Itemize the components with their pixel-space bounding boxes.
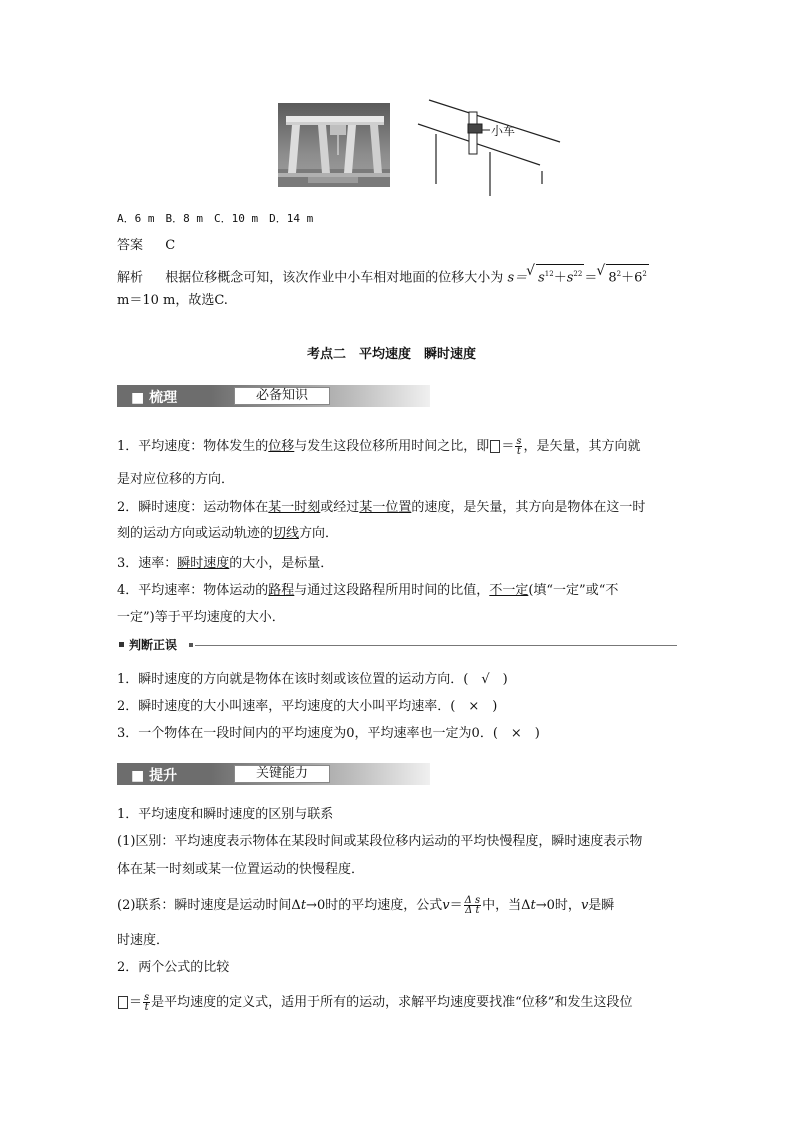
banner-review-box: 必备知识	[234, 387, 330, 405]
crane-photo	[278, 103, 390, 187]
knowledge-3: 3．速率：瞬时速度的大小，是标量．	[117, 556, 334, 571]
knowledge-2a: 2．瞬时速度：运动物体在某一时刻或经过某一位置的速度，是矢量，其方向是物体在这一时	[117, 500, 646, 515]
improve-d1a: (1)区别：平均速度表示物体在某段时间或某段位移内运动的平均快慢程度，瞬时速度表示物	[117, 834, 643, 849]
v-bar-symbol	[118, 996, 128, 1009]
fraction-ds-over-dt: $\frac{\text{Δ s}}{\text{Δ t}}$	[464, 895, 481, 916]
improve-d3: ＝ $\frac{s}{t}$ 是平均速度的定义式，适用于所有的运动，求解平均速度要找准“位移”和发生这段位	[117, 993, 632, 1012]
judge-item-1: 1．瞬时速度的方向就是物体在该时刻或该位置的运动方向．( √ )	[117, 672, 508, 687]
improve-d2a: (2)联系：瞬时速度是运动时间Δt→0时的平均速度，公式v＝ $\frac{\text{Δ s}}{\text{Δ t}}$ 中，当Δt→0时，v是瞬	[117, 895, 615, 916]
judge-rule	[195, 645, 677, 646]
analysis-line-2: m＝10 m，故选C.	[117, 293, 228, 308]
formula-eq: ＝	[584, 270, 598, 286]
improve-d2f: 时速度．	[117, 933, 170, 948]
improve-d1b: 体在某一时刻或某一位置运动的快慢程度．	[117, 862, 365, 877]
answer-row	[117, 237, 175, 255]
formula-sqrt-1: √ $s^{12}+s^{22}$	[536, 264, 584, 287]
banner-improve-box: 关键能力	[234, 765, 330, 783]
knowledge-1b: 是对应位移的方向．	[117, 472, 235, 487]
fraction-s-over-t: $\frac{s}{t}$	[144, 992, 150, 1013]
improve-h2: 2．两个公式的比较	[117, 960, 230, 975]
banner-review	[117, 385, 430, 407]
banner-improve	[117, 763, 430, 785]
analysis-text: 根据位移概念可知，该次作业中小车相对地面的位移大小为	[165, 270, 504, 286]
analysis-line-1	[117, 264, 649, 287]
judge-header	[117, 638, 677, 652]
improve-h1: 1．平均速度和瞬时速度的区别与联系	[117, 807, 334, 822]
formula-lhs: s＝	[507, 270, 528, 286]
banner-improve-label: ■ 提升	[131, 768, 178, 784]
analysis-label: 解析	[117, 270, 144, 286]
knowledge-1a: 1．平均速度：物体发生的位移与发生这段位移所用时间之比，即 ＝ $\frac{s}{t}$ ，是矢量，其方向就	[117, 436, 641, 457]
knowledge-2b: 刻的运动方向或运动轨迹的切线方向．	[117, 526, 339, 541]
answer-label: 答案	[117, 238, 144, 253]
fraction-s-over-t: $\frac{s}{t}$	[516, 436, 522, 457]
knowledge-4b: 一定”)等于平均速度的大小．	[117, 610, 285, 625]
formula-sqrt-2: √ $8^2+6^2$	[606, 264, 649, 287]
judge-title: 判断正误	[129, 638, 178, 652]
v-bar-symbol	[490, 440, 500, 453]
knowledge-4a: 4．平均速率：物体运动的路程与通过这段路程所用时间的比值，不一定(填“一定”或“不	[117, 583, 619, 598]
judge-item-3: 3．一个物体在一段时间内的平均速度为0，平均速率也一定为0．( × )	[117, 726, 540, 741]
cart-label: 小车	[491, 124, 516, 138]
banner-review-label: ■ 梳理	[131, 390, 178, 406]
answer-value: C	[165, 238, 176, 253]
cart-diagram	[414, 96, 564, 200]
answer-options: A．6 m B．8 m C．10 m D．14 m	[117, 212, 314, 225]
section-title: 考点二 平均速度 瞬时速度	[307, 347, 477, 362]
judge-item-2: 2．瞬时速度的大小叫速率，平均速度的大小叫平均速率．( × )	[117, 699, 498, 714]
